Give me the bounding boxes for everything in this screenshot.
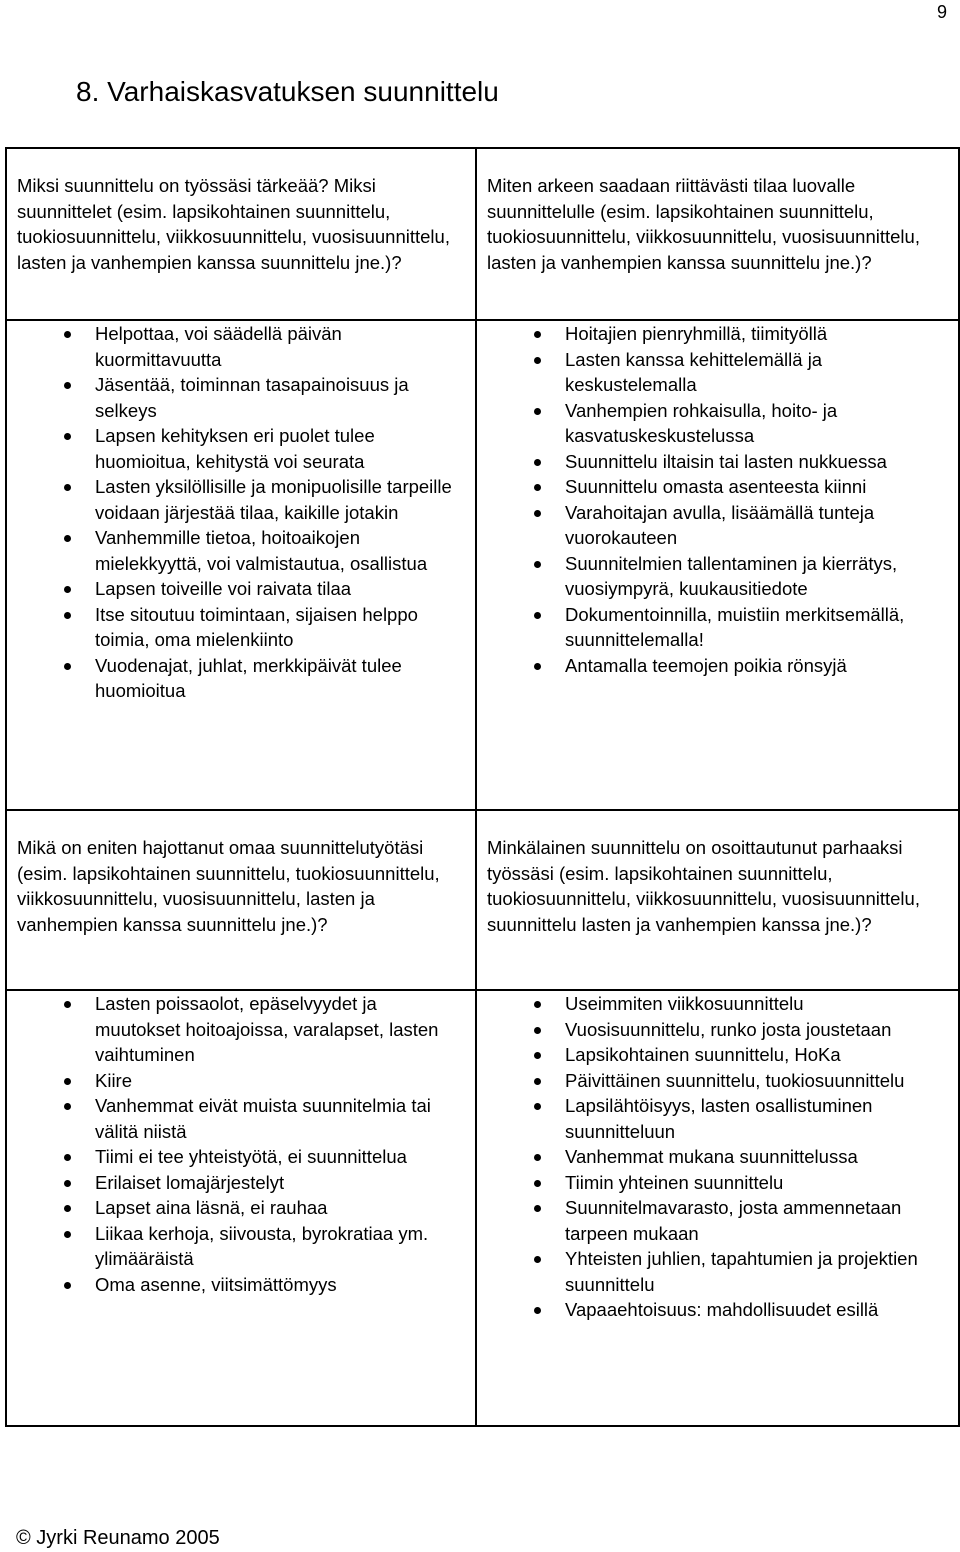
- list-item: Vanhemmille tietoa, hoitoaikojen mielekkyyttä, voi valmistautua, osallistua: [17, 525, 465, 576]
- list-item: Lasten kanssa kehittelemällä ja keskustelemalla: [487, 347, 948, 398]
- question-cell-why-plan: [6, 148, 476, 320]
- list-item: Lapsen kehityksen eri puolet tulee huomioitua, kehitystä voi seurata: [17, 423, 465, 474]
- list-item: Lapsikohtainen suunnittelu, HoKa: [487, 1042, 948, 1068]
- list-item: Lasten poissaolot, epäselvyydet ja muutokset hoitoajoissa, varalapset, lasten vaihtuminen: [17, 991, 465, 1068]
- list-item: Päivittäinen suunnittelu, tuokiosuunnittelu: [487, 1068, 948, 1094]
- list-item: Vuodenajat, juhlat, merkkipäivät tulee huomioitua: [17, 653, 465, 704]
- list-item: Suunnitelmavarasto, josta ammennetaan tarpeen mukaan: [487, 1195, 948, 1246]
- answer-cell-best-planning: [476, 990, 959, 1426]
- list-item: Liikaa kerhoja, siivousta, byrokratiaa ym. ylimääräistä: [17, 1221, 465, 1272]
- list-item: Tiimin yhteinen suunnittelu: [487, 1170, 948, 1196]
- list-item: Erilaiset lomajärjestelyt: [17, 1170, 465, 1196]
- answer-list-best-planning: [487, 991, 948, 1323]
- copyright-footer: © Jyrki Reunamo 2005: [16, 1527, 220, 1549]
- answer-row-2: [6, 990, 959, 1426]
- list-item: Lapsilähtöisyys, lasten osallistuminen suunnitteluun: [487, 1093, 948, 1144]
- page-number: 9: [936, 2, 947, 22]
- list-item: Vanhemmat mukana suunnittelussa: [487, 1144, 948, 1170]
- question-disruptions: Mikä on eniten hajottanut omaa suunnittelutyötäsi (esim. lapsikohtainen suunnittelu, tuokiosuunnittelu, viikkosuunnittelu, vuosisuunnittelu, lasten ja vanhempien kanssa suunnittelu jne.)?: [17, 837, 440, 935]
- question-row-1: [6, 148, 959, 320]
- list-item: Vanhemmat eivät muista suunnitelmia tai välitä niistä: [17, 1093, 465, 1144]
- list-item: Yhteisten juhlien, tapahtumien ja projektien suunnittelu: [487, 1246, 948, 1297]
- question-cell-best-planning: [476, 810, 959, 990]
- list-item: Varahoitajan avulla, lisäämällä tunteja vuorokauteen: [487, 500, 948, 551]
- page-heading: 8. Varhaiskasvatuksen suunnittelu: [76, 76, 499, 107]
- question-row-2: [6, 810, 959, 990]
- list-item: Vanhempien rohkaisulla, hoito- ja kasvatuskeskustelussa: [487, 398, 948, 449]
- answer-list-make-room: [487, 321, 948, 678]
- list-item: Suunnittelu iltaisin tai lasten nukkuessa: [487, 449, 948, 475]
- list-item: Useimmiten viikkosuunnittelu: [487, 991, 948, 1017]
- answer-cell-make-room: [476, 320, 959, 810]
- question-cell-disruptions: [6, 810, 476, 990]
- survey-table: [5, 147, 960, 1427]
- list-item: Kiire: [17, 1068, 465, 1094]
- list-item: Dokumentoinnilla, muistiin merkitsemällä, suunnittelemalla!: [487, 602, 948, 653]
- answer-row-1: [6, 320, 959, 810]
- question-cell-make-room: [476, 148, 959, 320]
- list-item: Itse sitoutuu toimintaan, sijaisen helppo toimia, oma mielenkiinto: [17, 602, 465, 653]
- list-item: Oma asenne, viitsimättömyys: [17, 1272, 465, 1298]
- answer-list-disruptions: [17, 991, 465, 1297]
- list-item: Helpottaa, voi säädellä päivän kuormittavuutta: [17, 321, 465, 372]
- question-make-room: Miten arkeen saadaan riittävästi tilaa luovalle suunnittelulle (esim. lapsikohtainen suunnittelu, tuokiosuunnittelu, viikkosuunnittelu, vuosisuunnittelu, lasten ja vanhempien kanssa suunnittelu jne.)?: [487, 175, 920, 273]
- list-item: Lapset aina läsnä, ei rauhaa: [17, 1195, 465, 1221]
- list-item: Suunnitelmien tallentaminen ja kierrätys, vuosiympyrä, kuukausitiedote: [487, 551, 948, 602]
- answer-list-why-plan: [17, 321, 465, 704]
- list-item: Jäsentää, toiminnan tasapainoisuus ja selkeys: [17, 372, 465, 423]
- list-item: Vapaaehtoisuus: mahdollisuudet esillä: [487, 1297, 948, 1323]
- answer-cell-why-plan: [6, 320, 476, 810]
- list-item: Vuosisuunnittelu, runko josta joustetaan: [487, 1017, 948, 1043]
- answer-cell-disruptions: [6, 990, 476, 1426]
- list-item: Lapsen toiveille voi raivata tilaa: [17, 576, 465, 602]
- question-why-plan: Miksi suunnittelu on työssäsi tärkeää? Miksi suunnittelet (esim. lapsikohtainen suunnittelu, tuokiosuunnittelu, viikkosuunnittelu, vuosisuunnittelu, lasten ja vanhempien kanssa suunnittelu jne.)?: [17, 175, 450, 273]
- question-best-planning: Minkälainen suunnittelu on osoittautunut parhaaksi työssäsi (esim. lapsikohtainen suunnittelu, tuokiosuunnittelu, viikkosuunnittelu, vuosisuunnittelu, suunnittelu lasten ja vanhempien kanssa jne.)?: [487, 837, 920, 935]
- list-item: Tiimi ei tee yhteistyötä, ei suunnittelua: [17, 1144, 465, 1170]
- list-item: Antamalla teemojen poikia rönsyjä: [487, 653, 948, 679]
- list-item: Lasten yksilöllisille ja monipuolisille tarpeille voidaan järjestää tilaa, kaikille jotakin: [17, 474, 465, 525]
- list-item: Suunnittelu omasta asenteesta kiinni: [487, 474, 948, 500]
- list-item: Hoitajien pienryhmillä, tiimityöllä: [487, 321, 948, 347]
